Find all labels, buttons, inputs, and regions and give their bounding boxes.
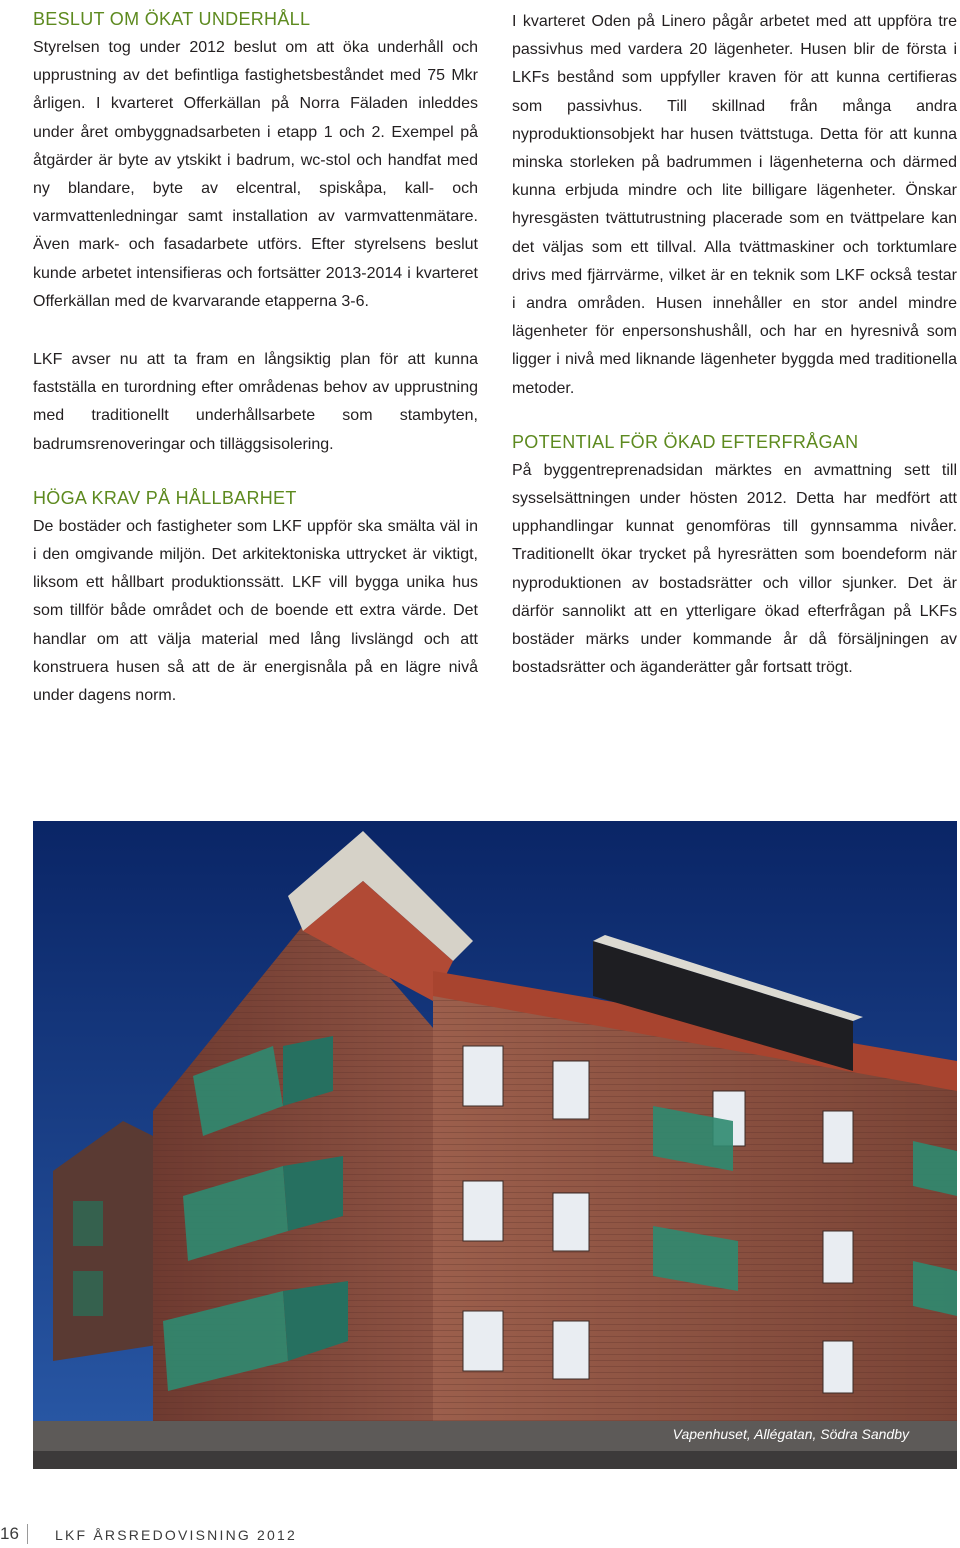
section-heading-beslut: BESLUT OM ÖKAT UNDERHÅLL bbox=[33, 9, 311, 29]
page-footer bbox=[0, 1520, 960, 1548]
building-photo bbox=[33, 821, 957, 1469]
paragraph-potential: På byggentreprenadsidan märktes en avmattning sett till sysselsättningen under hösten 2012. Detta har medfört att upphandlingar kunnat genomföras till gynnsamma nivåer. Traditionellt ökar trycket på hyresrätten som boendeform när nyproduktionen av bostadsrätter och villor sjunker. Det är därför sannolikt att en ytterligare ökad efterfrågan på LKFs bostäder märks under kommande år då försäljningen av bostadsrätter och äganderätter går fortsatt trögt. bbox=[512, 461, 957, 677]
paragraph-hallbarhet: De bostäder och fastigheter som LKF uppför ska smälta väl in i den omgivande miljön. Det arkitektoniska uttrycket är viktigt, liksom ett hållbart produktionssätt. LKF vill bygga unika hus som tillför både området och de boende ett extra värde. Det handlar om att välja material med lång livslängd och att konstruera husen så att de är energisnåla på en lägre nivå under dagens norm. bbox=[33, 517, 478, 705]
right-column bbox=[512, 8, 957, 682]
paragraph-beslut-1: Styrelsen tog under 2012 beslut om att öka underhåll och upprustning av det befintliga fastighetsbeståndet med 75 Mkr årligen. I kvarteret Offerkällan på Norra Fäladen inleddes under året ombyggnadsarbeten i etapp 1 och 2. Exempel på åtgärder är byte av ytskikt i badrum, wc-stol och handfat med ny blandare, byte av elcentral, spiskåpa, kall- och varmvattenledningar samt installation av varmvattenmätare. Även mark- och fasadarbete utförs. Efter styrelsens beslut kunde arbetet intensifieras och fortsätter 2013-2014 i kvarteret Offerkällan med de kvarvarande etapperna 3-6. bbox=[33, 39, 478, 310]
paragraph-oden: I kvarteret Oden på Linero pågår arbetet med att uppföra tre passivhus med vardera 20 lägenheter. Husen blir de första i LKFs bestånd som uppfyller kraven för att kunna certifieras som passivhus. Till skillnad från många andra nyproduktionsobjekt har husen tvättstuga. Detta för att kunna minska storleken på badrummen i lägenheterna och därmed kunna erbjuda mindre och lite billigare lägenheter. Önskar hyresgästen tvättutrustning placerade som en tvättpelare kan det väljas som ett tillval. Alla tvättmaskiner och torktumlare drivs med fjärrvärme, vilket är en teknik som LKF också testar i andra områden. Husen innehåller en stor andel mindre lägenheter för enpersonshushåll, och har en hyresnivå som ligger i nivå med liknande lägenheter byggda med traditionella metoder. bbox=[512, 13, 957, 397]
photo-caption: Vapenhuset, Allégatan, Södra Sandby bbox=[672, 1426, 909, 1442]
footer-title: LKF ÅRSREDOVISNING 2012 bbox=[55, 1527, 297, 1543]
paragraph-beslut-2: LKF avser nu att ta fram en långsiktig plan för att kunna fastställa en turordning efter områdenas behov av upprustning med traditionellt underhållsarbete som stambyten, badrumsrenoveringar och tilläggsisolering. bbox=[33, 351, 478, 453]
footer-divider bbox=[27, 1524, 28, 1544]
section-heading-potential: POTENTIAL FÖR ÖKAD EFTERFRÅGAN bbox=[512, 431, 859, 452]
building-illustration bbox=[33, 821, 957, 1469]
left-column bbox=[33, 8, 478, 710]
section-heading-hallbarhet: HÖGA KRAV PÅ HÅLLBARHET bbox=[33, 487, 297, 508]
page-number: 16 bbox=[0, 1524, 19, 1543]
